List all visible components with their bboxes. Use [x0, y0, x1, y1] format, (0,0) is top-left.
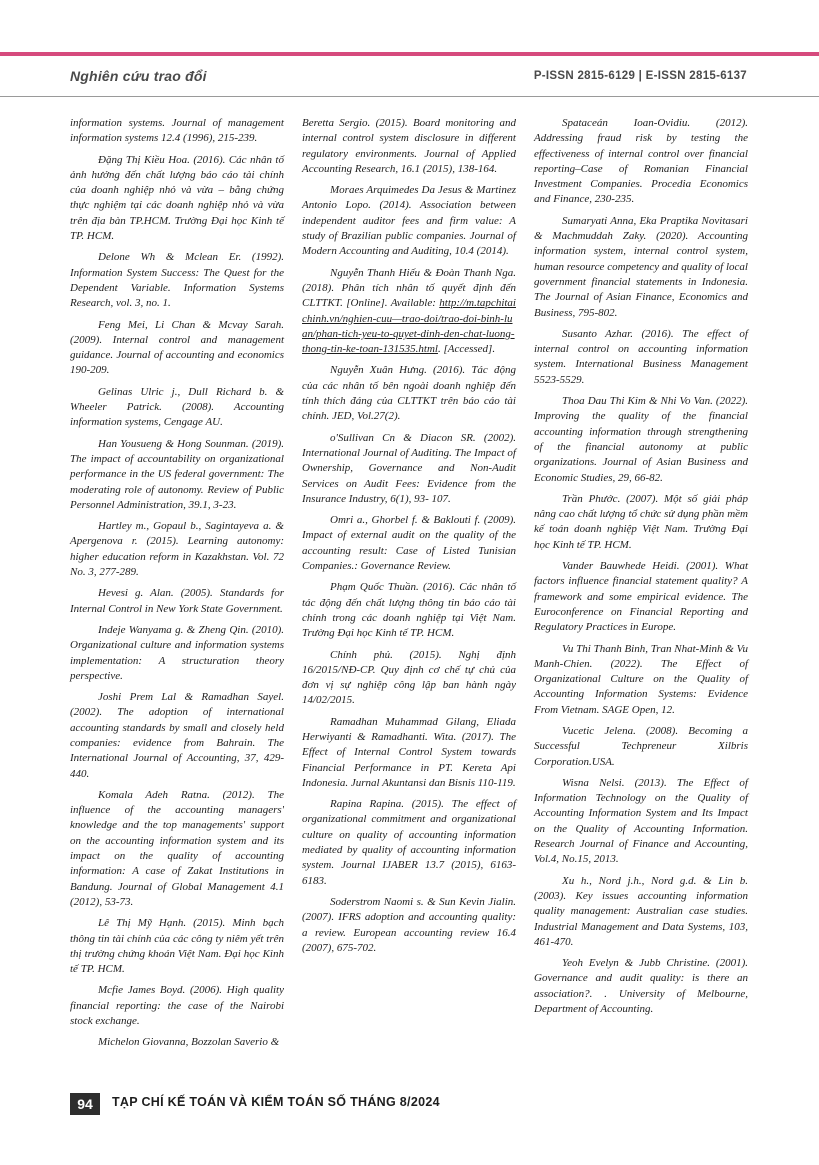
reference-entry: Beretta Sergio. (2015). Board monitoring and internal control system disclosure in different regulatory environments. Journal of Applied Accounting Research, 16.1 (2015), 138-164.: [302, 117, 516, 175]
reference-entry: Vander Bauwhede Heidi. (2001). What factors influence financial statement quality? A framework and some empirical evidence. The Euroconference on Financial Reporting and Regulatory Practices in Europe.: [534, 560, 748, 634]
reference-entry: Hartley m., Gopaul b., Sagintayeva a. & Apergenova r. (2015). Learning autonomy: higher education reform in Kazakhstan. Vol. 72 No. 3, 277-289.: [70, 520, 284, 579]
reference-entry: o'Sullivan Cn & Diacon SR. (2002). International Journal of Auditing. The Impact of Ownership, Governance and Non-Audit Services on Audit Fees: Evidence from the Insurance Industry, 6(1), 93- 107.: [302, 431, 516, 505]
reference-entry: Soderstrom Naomi s. & Sun Kevin Jialin. (2007). IFRS adoption and accounting quality: a review. European accounting review 16.4 (2007), 675-702.: [302, 895, 516, 954]
top-accent-rule: [0, 52, 819, 56]
reference-entry: Indeje Wanyama g. & Zheng Qin. (2010). Organizational culture and information systems implementation: A structuration theory perspective.: [70, 623, 284, 682]
reference-entry: Moraes Arquimedes Da Jesus & Martinez Antonio Lopo. (2014). Association between independent auditor fees and firm value: A study of Brazilian public companies. Journal of Modern Accounting and Auditing, 10.4 (2014).: [302, 184, 516, 258]
reference-entry: Nguyễn Xuân Hưng. (2016). Tác động của các nhân tố bên ngoài doanh nghiệp đến tính thích đáng của CLTTKT trên báo cáo tài chính. JED, Vol.27(2).: [302, 364, 516, 423]
page-number: 94: [70, 1093, 100, 1115]
references-column-3: [534, 116, 748, 1023]
section-title: Nghiên cứu trao đổi: [70, 68, 207, 84]
reference-entry: Joshi Prem Lal & Ramadhan Sayel. (2002). The adoption of international accounting standards by small and closely held companies: evidence from Bahrain. The International Journal of Accounting, 37, 429-440.: [70, 691, 284, 780]
reference-entry: Spataceán Ioan-Ovidiu. (2012). Addressing fraud risk by testing the effectiveness of internal control over financial reporting–Case of Romanian Financial Investment Companies. Procedia Economics and Finance, 230-235.: [534, 117, 748, 206]
reference-entry: Rapina Rapina. (2015). The effect of organizational commitment and organizational culture on quality of accounting information mediated by quality of accounting information system. Journal IJABER 13.7 (2015), 6163-6183.: [302, 798, 516, 887]
reference-entry: Delone Wh & Mclean Er. (1992). Information System Success: The Quest for the Dependent Variable. Information Systems Research, vol. 3, no. 1.: [70, 251, 284, 310]
reference-entry: Gelinas Ulric j., Dull Richard b. & Wheeler Patrick. (2008). Accounting information systems, Cengage AU.: [70, 385, 284, 429]
reference-entry: Feng Mei, Li Chan & Mcvay Sarah. (2009). Internal control and management guidance. Journal of accounting and economics 190-209.: [70, 318, 284, 377]
reference-entry: Sumaryati Anna, Eka Praptika Novitasari & Machmuddah Zaky. (2020). Accounting information system, internal control system, human resource competency and quality of local government financial statements in Indonesia. The Journal of Asian Finance, Economics and Business, 795-802.: [534, 214, 748, 319]
reference-entry: Michelon Giovanna, Bozzolan Saverio &: [98, 1036, 280, 1049]
references-column-1: [70, 116, 284, 1057]
reference-entry: Xu h., Nord j.h., Nord g.d. & Lin b. (2003). Key issues accounting information quality management: Australian case studies. Industrial Management and Data Systems, 103, 461-470.: [534, 874, 748, 948]
reference-entry: Wisna Nelsi. (2013). The Effect of Information Technology on the Quality of Accounting Information System and Its Impact on the Quality of Accounting Information. Research Journal of Finance and Accounting, Vol.4, No.15, 2013.: [534, 776, 748, 866]
reference-entry: Mcfie James Boyd. (2006). High quality financial reporting: the case of the Nairobi stock exchange.: [70, 984, 284, 1028]
reference-entry: Lê Thị Mỹ Hạnh. (2015). Minh bạch thông tin tài chính của các công ty niêm yết trên thị trường chứng khoán Việt Nam. Đại học Kinh tế TP. HCM.: [70, 917, 284, 976]
reference-entry: Vu Thi Thanh Binh, Tran Nhat-Minh & Vu Manh-Chien. (2022). The Effect of Organizational Culture on the Quality of Accounting Information Systems: Evidence From Vietnam. SAGE Open, 12.: [534, 642, 748, 716]
header-divider: [0, 96, 819, 97]
reference-text: . [Accessed].: [437, 343, 496, 356]
reference-url-link[interactable]: http://m.tapchitaichinh.vn/nghien-cuu—trao-doi/trao-doi-binh-luan/phan-tich-yeu-to-quyet-dinh-den-chat-luong-thong-tin-ke-toan-131535.html: [302, 297, 516, 356]
reference-text: Nguyễn Thanh Hiếu & Đoàn Thanh Nga. (2018). Phân tích nhân tố quyết định đến CLTTKT. [Online]. Available:: [302, 266, 516, 310]
reference-entry: Komala Adeh Ratna. (2012). The influence of the accounting managers' knowledge and the top managements' support on the accounting information system and its impact on the quality of accounting information: A case of Zakat Institutions in Bandung. Journal of Global Management 4.1 (2012), 53-73.: [70, 788, 284, 908]
reference-entry: Omri a., Ghorbel f. & Baklouti f. (2009). Impact of external audit on the quality of the accounting result: Case of Listed Tunisian Companies.: Governance Review.: [302, 514, 516, 573]
reference-entry: Thoa Dau Thi Kim & Nhi Vo Van. (2022). Improving the quality of the financial accounting information through strengthening of the financial autonomy at public organizations. Journal of Asian Business and Economic Studies, 29, 66-82.: [534, 395, 748, 484]
issn-label: P-ISSN 2815-6129 | E-ISSN 2815-6137: [533, 70, 747, 82]
running-header: [0, 64, 819, 90]
references-column-2: [302, 116, 516, 962]
reference-entry: Vucetic Jelena. (2008). Becoming a Successful Techpreneur Xilbris Corporation.USA.: [534, 724, 748, 768]
reference-entry: Hevesi g. Alan. (2005). Standards for Internal Control in New York State Government.: [70, 587, 284, 615]
reference-entry: Susanto Azhar. (2016). The effect of internal control on accounting information system. International Business Management 5523-5529.: [534, 327, 748, 386]
reference-entry: Phạm Quốc Thuần. (2016). Các nhân tố tác động đến chất lượng thông tin báo cáo tài chính trong các doanh nghiệp tại Việt Nam. Trường Đại học Kinh tế TP. HCM.: [302, 581, 516, 640]
reference-entry: Yeoh Evelyn & Jubb Christine. (2001). Governance and audit quality: is there an association?. . University of Melbourne, Department of Accounting.: [534, 957, 748, 1016]
reference-entry-with-link: [302, 266, 516, 358]
journal-title: TẠP CHÍ KẾ TOÁN VÀ KIỂM TOÁN SỐ THÁNG 8/2024: [112, 1095, 440, 1109]
reference-entry: information systems. Journal of management information systems 12.4 (1996), 215-239.: [70, 117, 284, 145]
reference-entry: Ramadhan Muhammad Gilang, Eliada Herwiyanti & Ramadhanti. Wita. (2017). The Effect of Internal Control System towards Financial Performance in PT. Kereta Api Indonesia. Jurnal Akuntansi dan Bisnis 110-119.: [302, 715, 516, 789]
reference-entry: Han Yousueng & Hong Sounman. (2019). The impact of accountability on organizational performance in the US federal government: The moderating role of autonomy. Review of Public Personnel Administration, 39.1, 3-23.: [70, 437, 284, 511]
reference-entry: Trần Phước. (2007). Một số giải pháp nâng cao chất lượng tổ chức sử dụng phần mềm kế toán doanh nghiệp Việt Nam. Trường Đại học Kinh tế TP. HCM.: [534, 492, 748, 551]
reference-entry: Đặng Thị Kiều Hoa. (2016). Các nhân tố ảnh hưởng đến chất lượng báo cáo tài chính của doanh nghiệp nhỏ và vừa – bằng chứng thực nghiệm tại các doanh nghiệp nhỏ và vừa trên địa bàn TP.HCM. Trường Đại học Kinh tế TP. HCM.: [70, 153, 284, 243]
reference-entry: Chính phủ. (2015). Nghị định 16/2015/NĐ-CP. Quy định cơ chế tự chủ của đơn vị sự nghiệp công lập ban hành ngày 14/02/2015.: [302, 648, 516, 707]
